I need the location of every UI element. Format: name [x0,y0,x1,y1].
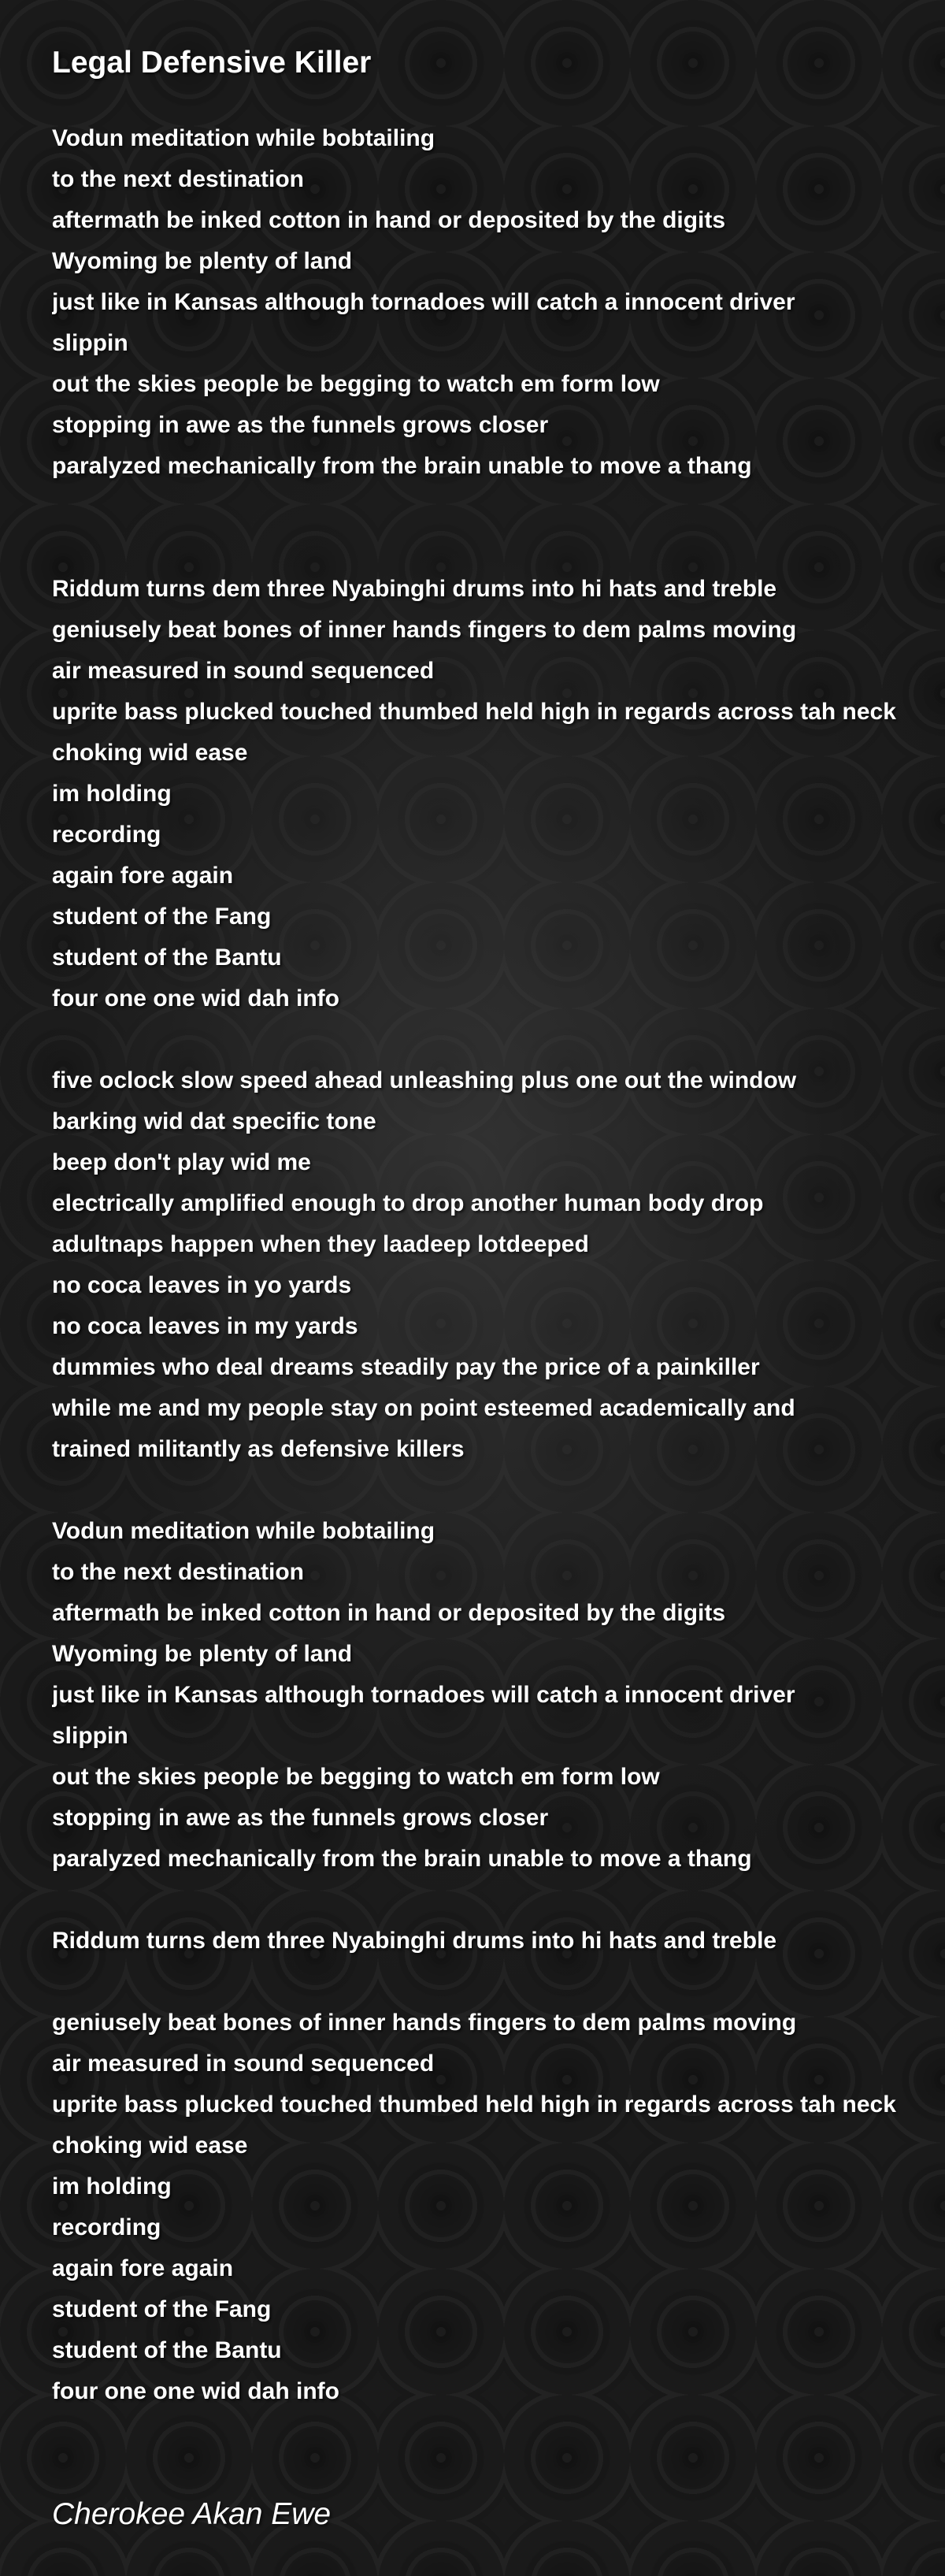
poem-line: uprite bass plucked touched thumbed held high in regards across tah neck [52,2092,896,2118]
poem-line: student of the Fang [52,2296,272,2322]
poem-line: geniusely beat bones of inner hands fingers to dem palms moving [52,617,797,643]
poem-line: just like in Kansas although tornadoes will catch a innocent driver [52,1682,795,1708]
stanza-break [52,1019,945,1060]
poem-line: im holding [52,2173,172,2199]
stanza-break [52,487,945,528]
poem-line: to the next destination [52,1559,305,1585]
poem-line: choking wid ease [52,740,248,766]
poem-line: geniusely beat bones of inner hands fingers to dem palms moving [52,2010,797,2036]
poem-line: uprite bass plucked touched thumbed held high in regards across tah neck [52,699,896,725]
poem-line: im holding [52,781,172,807]
poem-line: again fore again [52,2255,234,2281]
poem-line: beep don't play wid me [52,1149,311,1175]
poem-line: Wyoming be plenty of land [52,1641,353,1667]
stanza-break [52,1470,945,1511]
poem-body [52,118,945,2412]
poem-line: student of the Fang [52,904,272,930]
poem-line: paralyzed mechanically from the brain unable to move a thang [52,453,752,479]
poem-line: out the skies people be begging to watch em form low [52,1764,660,1790]
poem-line: slippin [52,1723,128,1749]
poem-line: dummies who deal dreams steadily pay the price of a painkiller [52,1354,760,1380]
poem-title: Legal Defensive Killer [52,46,372,80]
poem-line: five oclock slow speed ahead unleashing plus one out the window [52,1067,797,1093]
poem-line: recording [52,2214,161,2240]
poem-line: electrically amplified enough to drop another human body drop [52,1190,764,1216]
poem-line: student of the Bantu [52,2337,282,2363]
poem-line: choking wid ease [52,2132,248,2158]
poem-line: barking wid dat specific tone [52,1108,376,1134]
poem-line: stopping in awe as the funnels grows closer [52,1805,549,1831]
poem-line: Riddum turns dem three Nyabinghi drums into hi hats and treble [52,1928,777,1954]
poem-line: slippin [52,330,128,356]
poem-line: again fore again [52,863,234,889]
poem-line: while me and my people stay on point esteemed academically and [52,1395,795,1421]
stanza-break [52,528,945,569]
poem-line: no coca leaves in my yards [52,1313,358,1339]
poem-line: stopping in awe as the funnels grows closer [52,412,549,438]
poem-line: Vodun meditation while bobtailing [52,1518,435,1544]
poem-line: no coca leaves in yo yards [52,1272,352,1298]
poem-line: adultnaps happen when they laadeep lotdeeped [52,1231,589,1257]
poem-line: recording [52,822,161,848]
poem-line: aftermath be inked cotton in hand or deposited by the digits [52,207,726,233]
poem-line: out the skies people be begging to watch em form low [52,371,660,397]
poem-line: just like in Kansas although tornadoes will catch a innocent driver [52,289,795,315]
poem-line: four one one wid dah info [52,2378,339,2404]
poem-line: Wyoming be plenty of land [52,248,353,274]
stanza-break [52,1880,945,1921]
poem-line: Riddum turns dem three Nyabinghi drums into hi hats and treble [52,576,777,602]
poem-author: Cherokee Akan Ewe [52,2497,332,2531]
poem-line: paralyzed mechanically from the brain unable to move a thang [52,1846,752,1872]
poem-line: Vodun meditation while bobtailing [52,125,435,151]
poem-line: air measured in sound sequenced [52,2051,435,2077]
stanza-break [52,1962,945,2003]
poem-line: air measured in sound sequenced [52,658,435,684]
poem-line: student of the Bantu [52,945,282,971]
poem-line: aftermath be inked cotton in hand or deposited by the digits [52,1600,726,1626]
poem-line: trained militantly as defensive killers [52,1436,465,1462]
poem-line: four one one wid dah info [52,985,339,1011]
poem-line: to the next destination [52,166,305,192]
